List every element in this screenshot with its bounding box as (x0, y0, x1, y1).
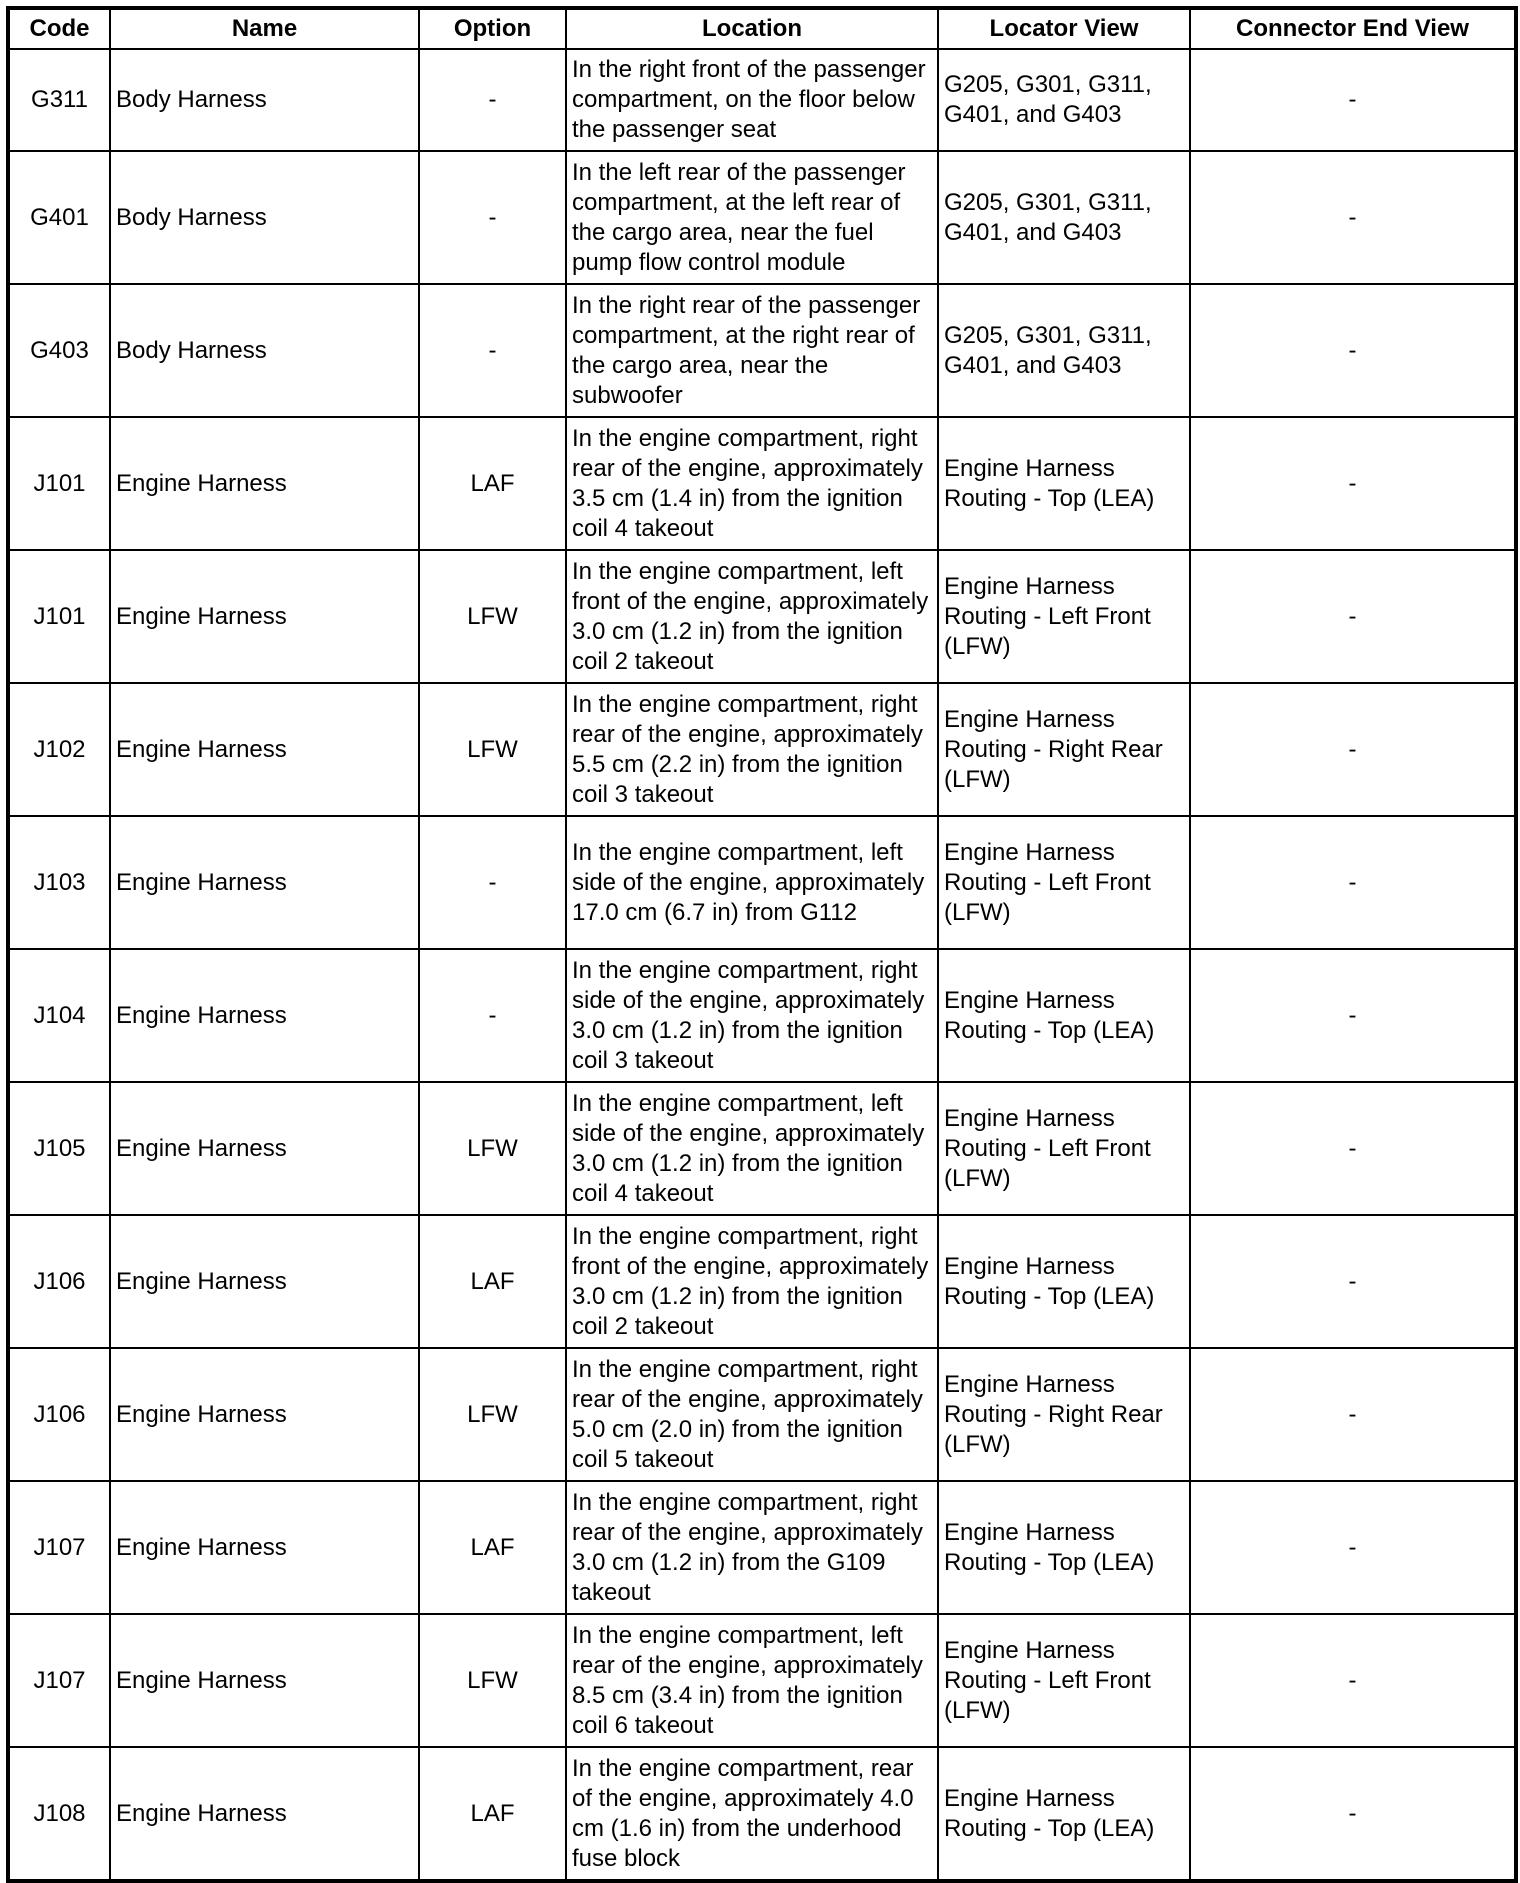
cell-locator-view: Engine Harness Routing - Top (LEA) (938, 949, 1190, 1082)
header-row (8, 8, 1516, 49)
cell-code: J106 (8, 1348, 110, 1481)
cell-option: - (419, 284, 566, 417)
cell-location: In the engine compartment, rear of the engine, approximately 4.0 cm (1.6 in) from the underhood fuse block (566, 1747, 938, 1881)
cell-connector-end-view: - (1190, 1082, 1516, 1215)
cell-name: Engine Harness (110, 949, 419, 1082)
cell-location: In the engine compartment, right rear of the engine, approximately 3.5 cm (1.4 in) from the ignition coil 4 takeout (566, 417, 938, 550)
table-row (8, 1348, 1516, 1481)
component-locator-table (6, 6, 1518, 1883)
cell-name: Engine Harness (110, 417, 419, 550)
cell-option: LAF (419, 1481, 566, 1614)
cell-code: J104 (8, 949, 110, 1082)
table-row (8, 683, 1516, 816)
cell-locator-view: Engine Harness Routing - Right Rear (LFW) (938, 1348, 1190, 1481)
cell-code: G311 (8, 49, 110, 151)
cell-connector-end-view: - (1190, 1215, 1516, 1348)
cell-connector-end-view: - (1190, 816, 1516, 949)
cell-option: LFW (419, 683, 566, 816)
cell-name: Engine Harness (110, 550, 419, 683)
table-row (8, 417, 1516, 550)
cell-locator-view: Engine Harness Routing - Left Front (LFW) (938, 1082, 1190, 1215)
cell-location: In the engine compartment, left rear of the engine, approximately 8.5 cm (3.4 in) from the ignition coil 6 takeout (566, 1614, 938, 1747)
table-row (8, 284, 1516, 417)
cell-locator-view: G205, G301, G311, G401, and G403 (938, 49, 1190, 151)
cell-name: Engine Harness (110, 1614, 419, 1747)
cell-connector-end-view: - (1190, 683, 1516, 816)
cell-connector-end-view: - (1190, 550, 1516, 683)
cell-code: J103 (8, 816, 110, 949)
cell-location: In the engine compartment, right rear of the engine, approximately 3.0 cm (1.2 in) from the G109 takeout (566, 1481, 938, 1614)
cell-name: Body Harness (110, 284, 419, 417)
table-row (8, 816, 1516, 949)
cell-locator-view: Engine Harness Routing - Top (LEA) (938, 417, 1190, 550)
cell-code: J101 (8, 550, 110, 683)
header-code: Code (8, 8, 110, 49)
cell-option: - (419, 949, 566, 1082)
cell-option: LFW (419, 1614, 566, 1747)
table-row (8, 1614, 1516, 1747)
cell-option: - (419, 816, 566, 949)
cell-locator-view: Engine Harness Routing - Left Front (LFW) (938, 816, 1190, 949)
cell-location: In the right rear of the passenger compartment, at the right rear of the cargo area, near the subwoofer (566, 284, 938, 417)
cell-option: LAF (419, 417, 566, 550)
cell-connector-end-view: - (1190, 284, 1516, 417)
cell-name: Engine Harness (110, 1215, 419, 1348)
cell-option: LFW (419, 550, 566, 683)
cell-location: In the engine compartment, left front of the engine, approximately 3.0 cm (1.2 in) from the ignition coil 2 takeout (566, 550, 938, 683)
cell-option: LAF (419, 1747, 566, 1881)
cell-location: In the engine compartment, right rear of the engine, approximately 5.5 cm (2.2 in) from the ignition coil 3 takeout (566, 683, 938, 816)
cell-connector-end-view: - (1190, 1614, 1516, 1747)
cell-code: J107 (8, 1614, 110, 1747)
table-row (8, 1082, 1516, 1215)
cell-name: Engine Harness (110, 816, 419, 949)
table-row (8, 49, 1516, 151)
cell-name: Engine Harness (110, 1481, 419, 1614)
cell-option: - (419, 49, 566, 151)
cell-locator-view: Engine Harness Routing - Left Front (LFW) (938, 550, 1190, 683)
header-locator-view: Locator View (938, 8, 1190, 49)
cell-location: In the right front of the passenger compartment, on the floor below the passenger seat (566, 49, 938, 151)
header-option: Option (419, 8, 566, 49)
cell-name: Engine Harness (110, 1348, 419, 1481)
table-row (8, 1747, 1516, 1881)
cell-name: Engine Harness (110, 683, 419, 816)
cell-connector-end-view: - (1190, 151, 1516, 284)
cell-code: J105 (8, 1082, 110, 1215)
header-name: Name (110, 8, 419, 49)
cell-connector-end-view: - (1190, 49, 1516, 151)
cell-code: J107 (8, 1481, 110, 1614)
table-row (8, 949, 1516, 1082)
cell-code: J102 (8, 683, 110, 816)
cell-locator-view: G205, G301, G311, G401, and G403 (938, 284, 1190, 417)
cell-option: LAF (419, 1215, 566, 1348)
cell-option: LFW (419, 1348, 566, 1481)
cell-option: LFW (419, 1082, 566, 1215)
cell-name: Body Harness (110, 49, 419, 151)
header-location: Location (566, 8, 938, 49)
cell-locator-view: Engine Harness Routing - Right Rear (LFW) (938, 683, 1190, 816)
cell-connector-end-view: - (1190, 417, 1516, 550)
cell-name: Body Harness (110, 151, 419, 284)
cell-code: G403 (8, 284, 110, 417)
cell-connector-end-view: - (1190, 1481, 1516, 1614)
table-row (8, 151, 1516, 284)
cell-code: J101 (8, 417, 110, 550)
cell-code: J106 (8, 1215, 110, 1348)
table-row (8, 550, 1516, 683)
cell-code: G401 (8, 151, 110, 284)
cell-locator-view: Engine Harness Routing - Top (LEA) (938, 1215, 1190, 1348)
cell-location: In the left rear of the passenger compartment, at the left rear of the cargo area, near the fuel pump flow control module (566, 151, 938, 284)
cell-locator-view: G205, G301, G311, G401, and G403 (938, 151, 1190, 284)
cell-connector-end-view: - (1190, 1348, 1516, 1481)
cell-connector-end-view: - (1190, 1747, 1516, 1881)
cell-location: In the engine compartment, left side of the engine, approximately 17.0 cm (6.7 in) from G112 (566, 816, 938, 949)
cell-name: Engine Harness (110, 1747, 419, 1881)
table-row (8, 1481, 1516, 1614)
cell-code: J108 (8, 1747, 110, 1881)
cell-connector-end-view: - (1190, 949, 1516, 1082)
cell-location: In the engine compartment, right rear of the engine, approximately 5.0 cm (2.0 in) from the ignition coil 5 takeout (566, 1348, 938, 1481)
cell-locator-view: Engine Harness Routing - Top (LEA) (938, 1481, 1190, 1614)
cell-locator-view: Engine Harness Routing - Top (LEA) (938, 1747, 1190, 1881)
cell-name: Engine Harness (110, 1082, 419, 1215)
cell-location: In the engine compartment, right side of the engine, approximately 3.0 cm (1.2 in) from the ignition coil 3 takeout (566, 949, 938, 1082)
cell-locator-view: Engine Harness Routing - Left Front (LFW) (938, 1614, 1190, 1747)
cell-option: - (419, 151, 566, 284)
cell-location: In the engine compartment, left side of the engine, approximately 3.0 cm (1.2 in) from the ignition coil 4 takeout (566, 1082, 938, 1215)
header-connector-end-view: Connector End View (1190, 8, 1516, 49)
cell-location: In the engine compartment, right front of the engine, approximately 3.0 cm (1.2 in) from the ignition coil 2 takeout (566, 1215, 938, 1348)
table-row (8, 1215, 1516, 1348)
